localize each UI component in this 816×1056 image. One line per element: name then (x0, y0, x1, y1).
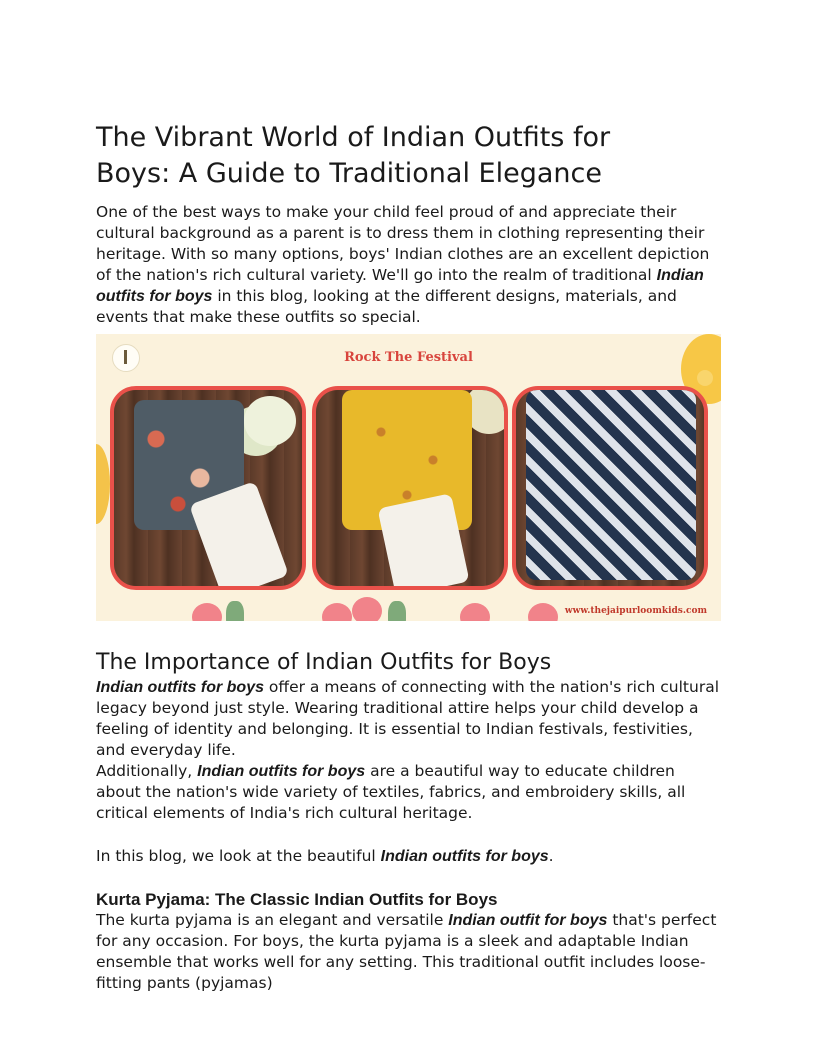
flower-icon (352, 597, 382, 621)
flower-bouquet-icon (244, 396, 296, 446)
keyword: Indian outfit for boys (448, 912, 608, 929)
flower-icon (460, 603, 490, 621)
page-title: The Vibrant World of Indian Outfits for Boys: A Guide to Traditional Elegance (96, 122, 611, 189)
paragraph-text: that's perfect for any occasion. For boys, the kurta pyjama is a sleek and adaptable Indian ensemble that works well for any setting. This traditional outfit includes loose-fitting pants (pyjamas) (96, 911, 717, 992)
flower-icon (528, 603, 558, 621)
keyword: Indian outfits for boys (197, 763, 366, 780)
outfit-photo-2 (312, 386, 508, 590)
keyword: Indian outfits for boys (380, 848, 549, 865)
paragraph-text: are a beautiful way to educate children about the nation's wide variety of textiles, fabrics, and embroidery skills, all critical elements of India's rich cultural heritage. (96, 762, 686, 822)
paragraph-text: . (548, 847, 554, 865)
section-heading-kurta-pyjama: Kurta Pyjama: The Classic Indian Outfits for Boys (96, 890, 498, 909)
keyword: Indian outfits for boys (96, 679, 264, 696)
leaf-icon (388, 601, 406, 621)
intro-paragraph (96, 202, 721, 328)
intro-text-after: in this blog, looking at the different designs, materials, and events that make these outfits so special. (96, 287, 677, 326)
leaf-decoration (96, 444, 110, 524)
intro-keyword: Indian outfits for boys (96, 267, 704, 305)
ikat-shirt-set (526, 390, 696, 580)
leaf-icon (226, 601, 244, 621)
outfit-photo-3 (512, 386, 708, 590)
flower-icon (322, 603, 352, 621)
paragraph-text: Additionally, (96, 762, 198, 780)
importance-paragraph-3 (96, 846, 721, 867)
importance-paragraph-2 (96, 761, 721, 824)
banner-image (96, 334, 721, 621)
banner-website: www.thejaipurloomkids.com (564, 606, 707, 616)
banner-heading: Rock The Festival (344, 350, 473, 365)
paragraph-text: In this blog, we look at the beautiful (96, 847, 381, 865)
kurta-pyjama-paragraph (96, 910, 721, 994)
sun-dot-decoration (697, 370, 713, 386)
document-content (96, 120, 721, 994)
flower-icon (192, 603, 222, 621)
paragraph-text: The kurta pyjama is an elegant and versatile (96, 911, 449, 929)
importance-paragraph-1 (96, 677, 721, 761)
section-heading-importance: The Importance of Indian Outfits for Boys (96, 650, 552, 675)
intro-text-before: One of the best ways to make your child feel proud of and appreciate their cultural background as a parent is to dress them in clothing representing their heritage. With so many options, boys' Indian clothes are an excellent depiction of the nation's rich cultural variety. We'll go into the realm of traditional (96, 203, 710, 284)
paragraph-text: offer a means of connecting with the nation's rich cultural legacy beyond just style. Wearing traditional attire helps your child develop a feeling of identity and belonging. It is essential to Indian festivals, festivities, and everyday life. (96, 678, 719, 759)
outfit-photo-1 (110, 386, 306, 590)
